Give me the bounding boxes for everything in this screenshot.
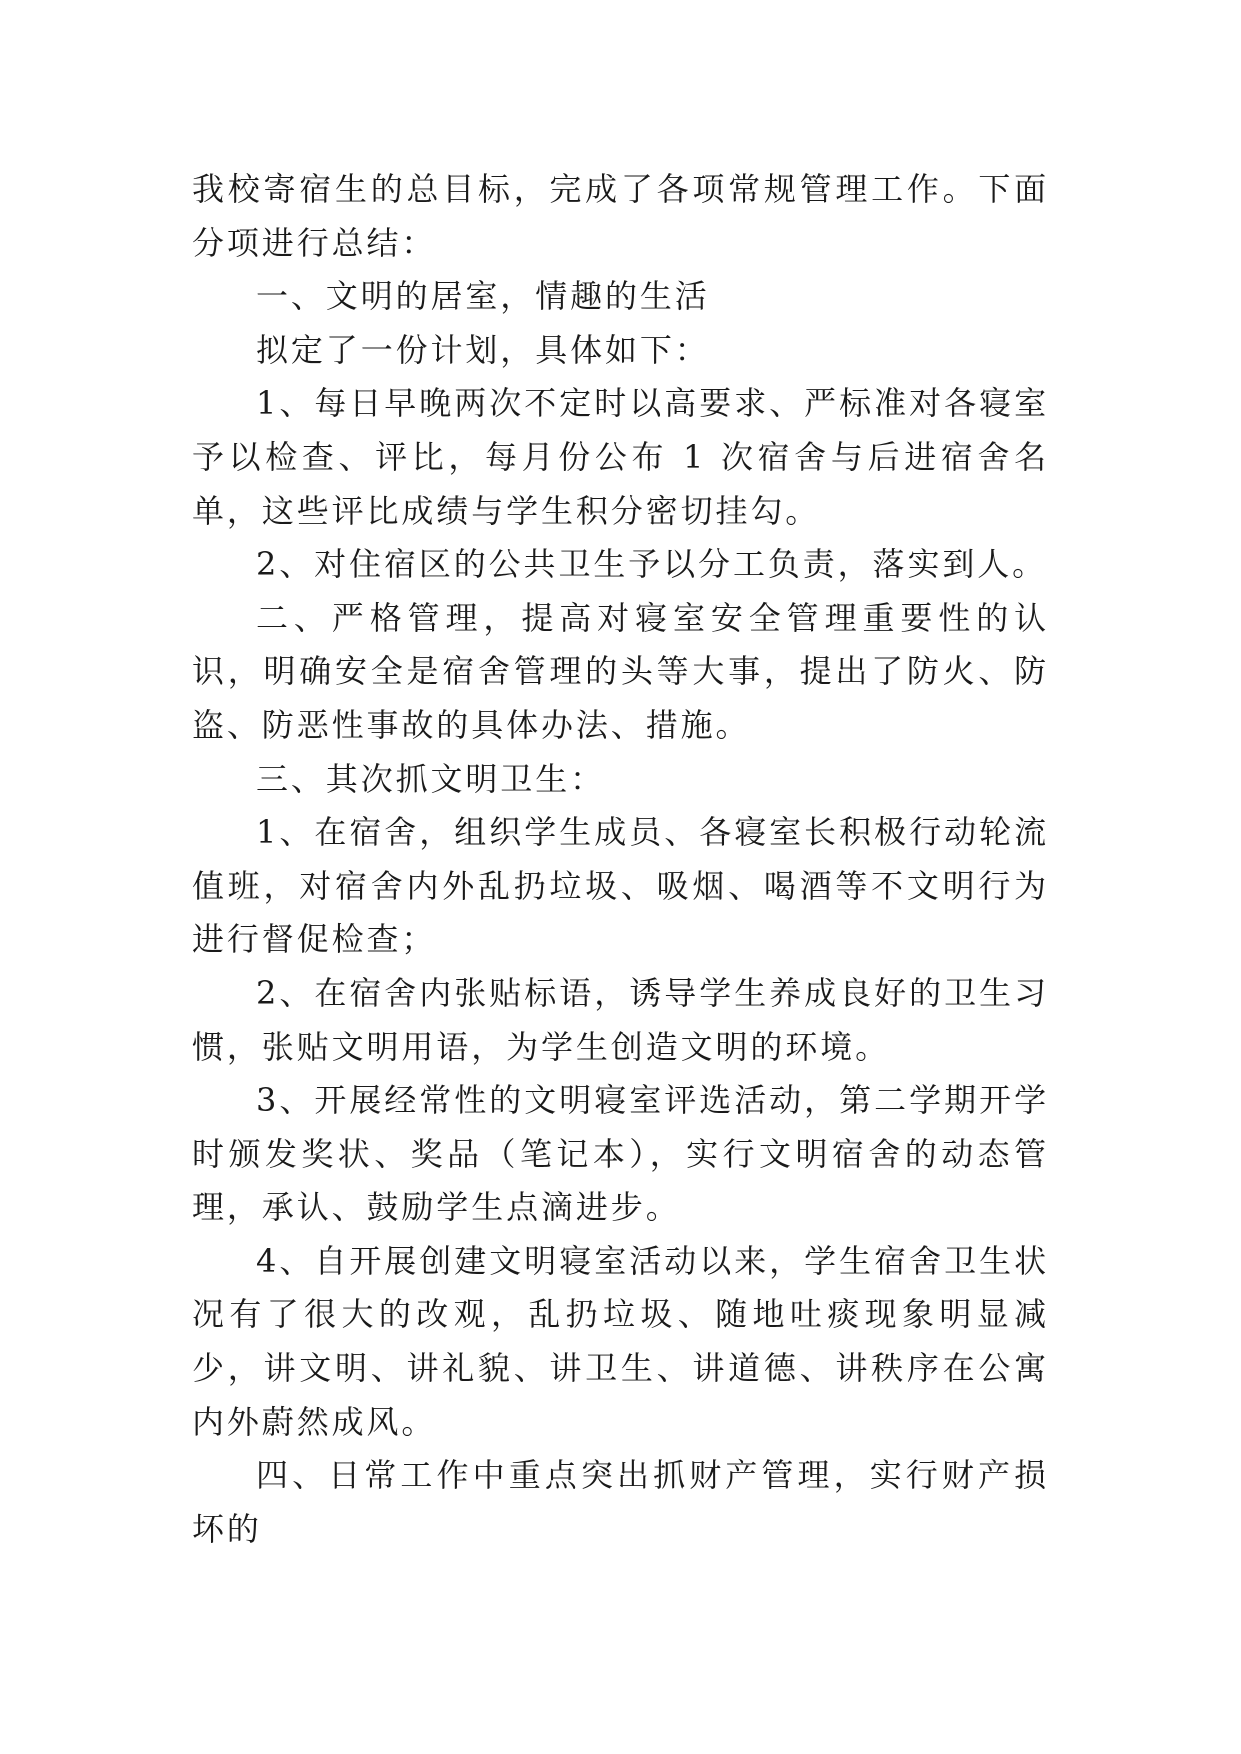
section-heading: 一、文明的居室，情趣的生活 <box>256 277 710 316</box>
section-heading: 四、日常工作中重点突出抓财产管理，实行财产损坏的 <box>192 1456 1049 1548</box>
section-heading: 二、严格管理，提高对寝室安全管理重要性的认识，明确安全是宿舍管理的头等大事，提出了防火、防盗、防恶性事故的具体办法、措施。 <box>192 598 1049 744</box>
list-item: 1、每日早晚两次不定时以高要求、严标准对各寝室予以检查、评比，每月份公布 1 次宿舍与后进宿舍名单，这些评比成绩与学生积分密切挂勾。 <box>192 384 1049 530</box>
paragraph: 拟定了一份计划，具体如下： <box>256 330 710 369</box>
list-item: 2、在宿舍内张贴标语，诱导学生养成良好的卫生习惯，张贴文明用语，为学生创造文明的环境。 <box>192 973 1049 1066</box>
list-item: 2、对住宿区的公共卫生予以分工负责，落实到人。 <box>256 545 1048 584</box>
section-heading: 三、其次抓文明卫生： <box>256 759 606 798</box>
document-body <box>192 163 1049 1556</box>
list-item: 4、自开展创建文明寝室活动以来，学生宿舍卫生状况有了很大的改观，乱扔垃圾、随地吐痰现象明显减少，讲文明、讲礼貌、讲卫生、讲道德、讲秩序在公寓内外蔚然成风。 <box>192 1241 1049 1441</box>
paragraph: 我校寄宿生的总目标，完成了各项常规管理工作。下面分项进行总结： <box>192 170 1049 262</box>
list-item: 3、开展经常性的文明寝室评选活动，第二学期开学时颁发奖状、奖品（笔记本），实行文明宿舍的动态管理，承认、鼓励学生点滴进步。 <box>192 1081 1049 1227</box>
list-item: 1、在宿舍，组织学生成员、各寝室长积极行动轮流值班，对宿舍内外乱扔垃圾、吸烟、喝酒等不文明行为进行督促检查； <box>192 813 1049 959</box>
